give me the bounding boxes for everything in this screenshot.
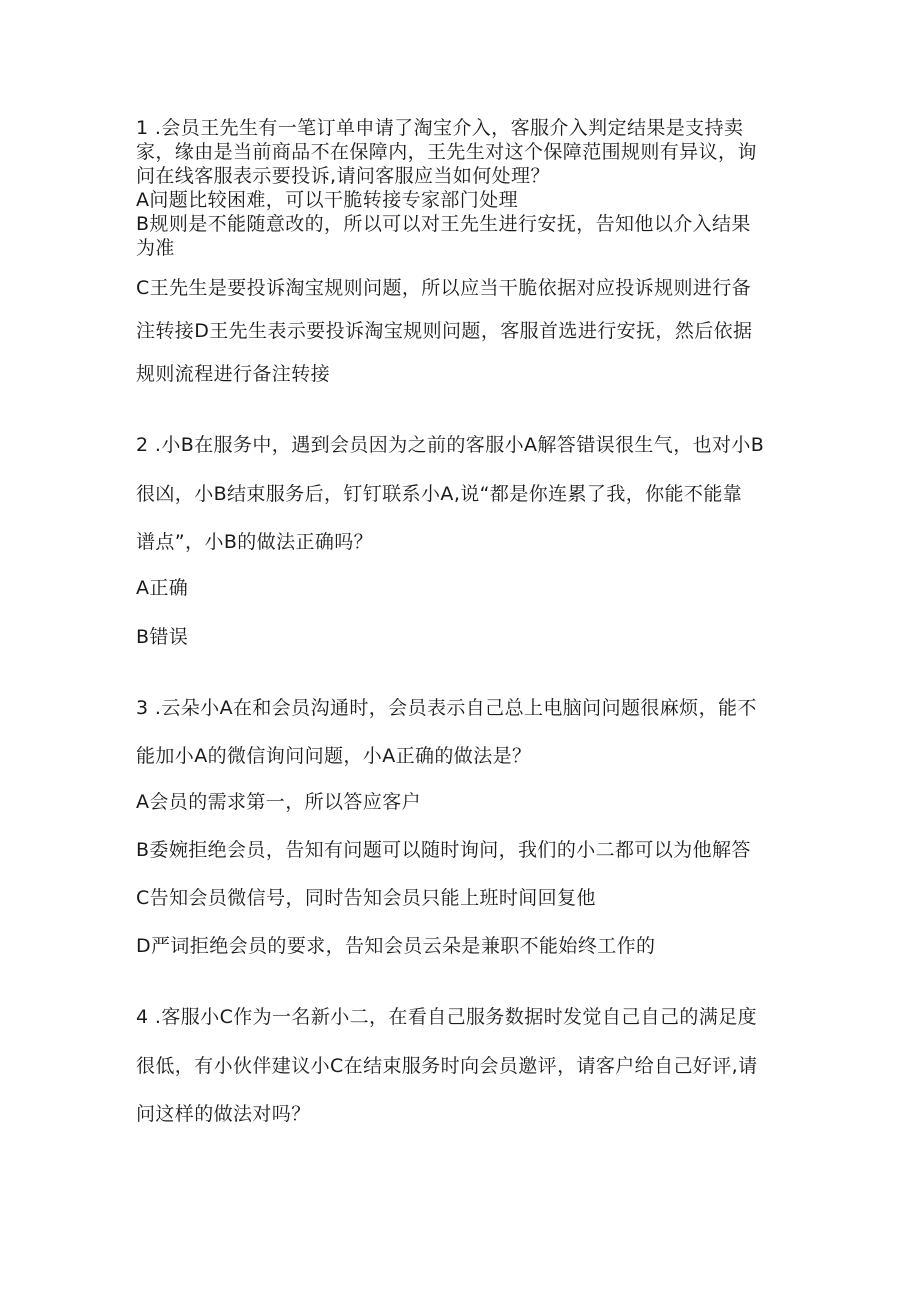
q4-line-3: 问这样的做法对吗？ [136, 1103, 311, 1125]
q3-line-1: 3 .云朵小A在和会员沟通时，会员表示自己总上电脑问问题很麻烦，能不 [136, 697, 757, 719]
q2-line-2: 很凶，小B结束服务后，钉钉联系小A,说“都是你连累了我，你能不能靠 [136, 483, 743, 505]
q1-option-b-line-1: B规则是不能随意改的，所以可以对王先生进行安抚，告知他以介入结果 [136, 213, 751, 235]
q2-option-b: B错误 [136, 626, 189, 648]
q3-option-a: A会员的需求第一，所以答应客户 [136, 791, 421, 813]
q4-line-1: 4 .客服小C作为一名新小二，在看自己服务数据时发觉自己自己的满足度 [136, 1006, 758, 1028]
q1-option-c-line-2: 注转接D王先生表示要投诉淘宝规则问题，客服首选进行安抚，然后依据 [136, 320, 753, 342]
q1-option-b-line-2: 为准 [136, 237, 175, 259]
q3-option-b: B委婉拒绝会员，告知有问题可以随时询问，我们的小二都可以为他解答 [136, 839, 751, 861]
q3-option-d: D严词拒绝会员的要求，告知会员云朵是兼职不能始终工作的 [136, 935, 656, 957]
q1-line-2: 家，缘由是当前商品不在保障内，王先生对这个保障范围规则有异议，询 [136, 141, 757, 163]
q2-line-1: 2 .小B在服务中，遇到会员因为之前的客服小A解答错误很生气，也对小B [136, 434, 765, 456]
q1-option-c-line-3: 规则流程进行备注转接 [136, 363, 331, 385]
q3-option-c: C告知会员微信号，同时告知会员只能上班时间回复他 [136, 887, 596, 909]
q2-line-3: 谱点”，小B的做法正确吗？ [136, 531, 374, 553]
q3-line-2: 能加小A的微信询问问题，小A正确的做法是？ [136, 745, 532, 767]
q1-line-1: 1 .会员王先生有一笔订单申请了淘宝介入，客服介入判定结果是支持卖 [136, 117, 744, 139]
q1-option-c-line-1: C王先生是要投诉淘宝规则问题，所以应当干脆依据对应投诉规则进行备 [136, 277, 752, 299]
q4-line-2: 很低，有小伙伴建议小C在结束服务时向会员邀评，请客户给自己好评,请 [136, 1055, 758, 1077]
q1-option-a: A问题比较困难，可以干脆转接专家部门处理 [136, 189, 518, 211]
q2-option-a: A正确 [136, 577, 189, 599]
q1-line-3: 问在线客服表示要投诉,请问客服应当如何处理？ [136, 165, 550, 187]
